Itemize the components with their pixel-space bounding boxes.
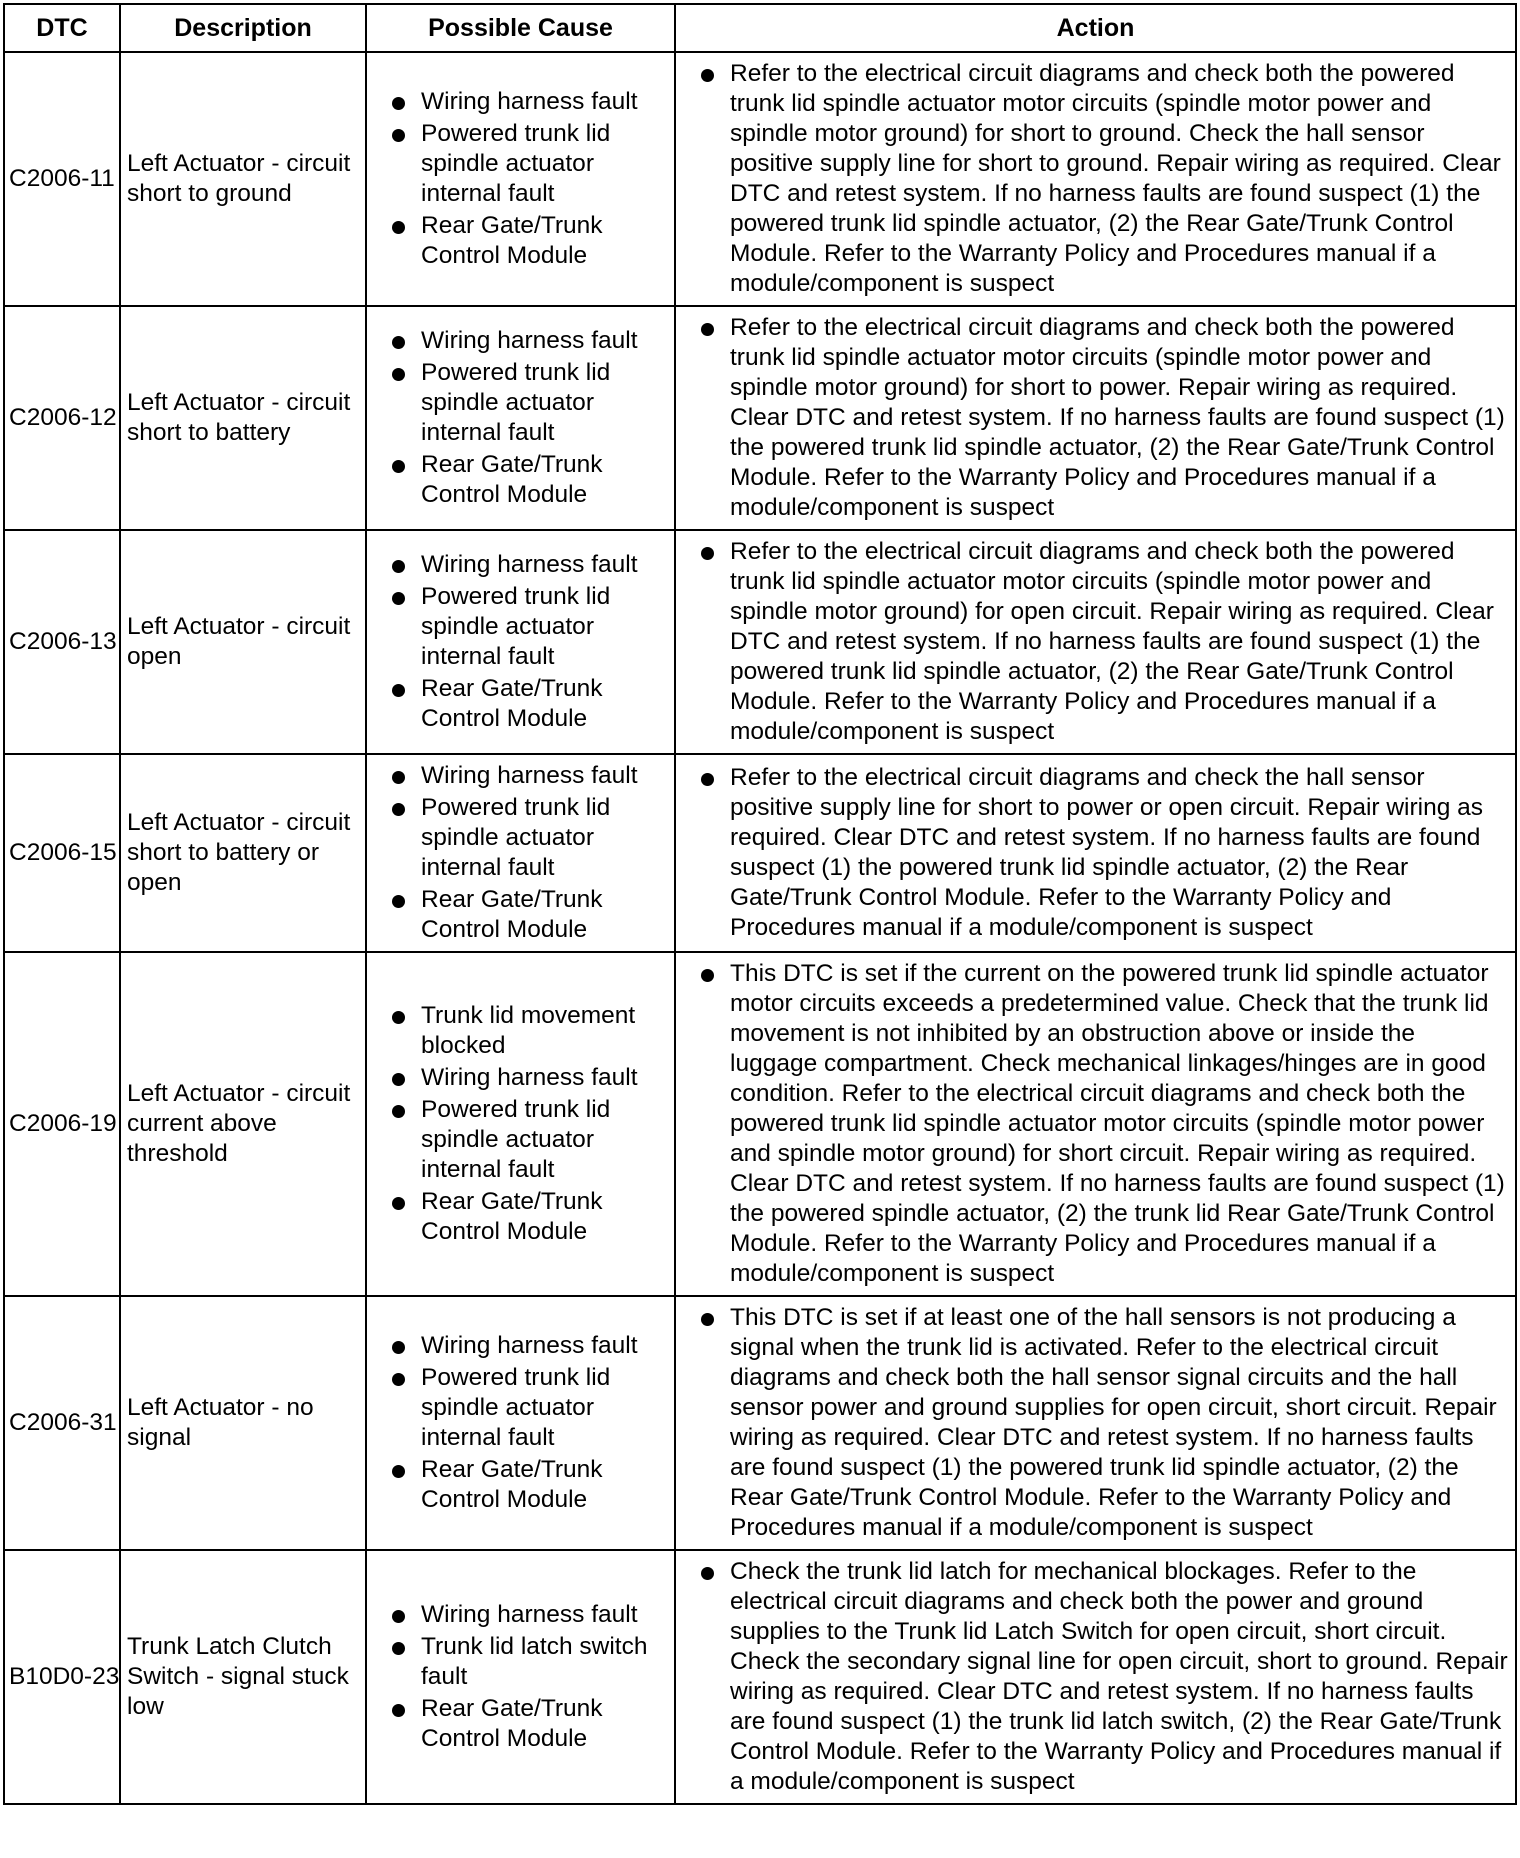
possible-cause-text: Rear Gate/Trunk Control Module bbox=[421, 675, 603, 732]
possible-cause-text: Rear Gate/Trunk Control Module bbox=[421, 212, 603, 269]
possible-cause-text: Wiring harness fault bbox=[421, 327, 638, 354]
bullet-icon bbox=[392, 560, 405, 573]
possible-cause-text: Trunk lid movement blocked bbox=[421, 1002, 636, 1059]
action-cell bbox=[675, 530, 1516, 754]
bullet-icon bbox=[392, 336, 405, 349]
table-row bbox=[4, 1550, 1516, 1804]
possible-cause-item bbox=[389, 358, 668, 448]
possible-cause-text: Powered trunk lid spindle actuator internal fault bbox=[421, 1096, 611, 1183]
bullet-icon bbox=[392, 895, 405, 908]
dtc-code: C2006-31 bbox=[4, 1296, 120, 1550]
bullet-icon bbox=[392, 221, 405, 234]
table-row bbox=[4, 306, 1516, 530]
bullet-icon bbox=[701, 773, 714, 786]
header-row bbox=[4, 4, 1516, 52]
action-text: Refer to the electrical circuit diagrams and check both the powered trunk lid spindle actuator motor circuits (spindle motor power and spindle motor ground) for open circuit. Repair wiring as required. Clear DTC and retest system. If no harness faults are found suspect (1) the powered trunk lid spindle actuator, (2) the Rear Gate/Trunk Control Module. Refer to the Warranty Policy and Procedures manual if a module/component is suspect bbox=[730, 538, 1494, 745]
possible-cause-item bbox=[389, 582, 668, 672]
possible-cause-cell bbox=[366, 1296, 675, 1550]
possible-cause-list bbox=[389, 1001, 668, 1247]
dtc-code: C2006-19 bbox=[4, 952, 120, 1296]
bullet-icon bbox=[392, 592, 405, 605]
possible-cause-text: Rear Gate/Trunk Control Module bbox=[421, 1456, 603, 1513]
dtc-code: C2006-15 bbox=[4, 754, 120, 952]
bullet-icon bbox=[701, 323, 714, 336]
possible-cause-item bbox=[389, 1632, 668, 1692]
action-text: Refer to the electrical circuit diagrams and check both the powered trunk lid spindle actuator motor circuits (spindle motor power and spindle motor ground) for short to ground. Check the hall sensor positive supply line for short to ground. Repair wiring as required. Clear DTC and retest system. If no harness faults are found suspect (1) the powered trunk lid spindle actuator, (2) the Rear Gate/Trunk Control Module. Refer to the Warranty Policy and Procedures manual if a module/component is suspect bbox=[730, 60, 1501, 297]
bullet-icon bbox=[392, 368, 405, 381]
possible-cause-text: Trunk lid latch switch fault bbox=[421, 1633, 648, 1690]
possible-cause-item bbox=[389, 550, 668, 580]
action-item bbox=[698, 959, 1509, 1289]
possible-cause-cell bbox=[366, 52, 675, 306]
possible-cause-item bbox=[389, 1694, 668, 1754]
possible-cause-cell bbox=[366, 1550, 675, 1804]
possible-cause-text: Wiring harness fault bbox=[421, 1064, 638, 1091]
table-row bbox=[4, 952, 1516, 1296]
header-possible-cause: Possible Cause bbox=[366, 4, 675, 52]
bullet-icon bbox=[392, 803, 405, 816]
possible-cause-text: Wiring harness fault bbox=[421, 1332, 638, 1359]
possible-cause-text: Wiring harness fault bbox=[421, 762, 638, 789]
bullet-icon bbox=[392, 460, 405, 473]
header-action: Action bbox=[675, 4, 1516, 52]
possible-cause-item bbox=[389, 1331, 668, 1361]
possible-cause-item bbox=[389, 1095, 668, 1185]
bullet-icon bbox=[392, 1465, 405, 1478]
table-row bbox=[4, 530, 1516, 754]
possible-cause-list bbox=[389, 1600, 668, 1754]
bullet-icon bbox=[701, 969, 714, 982]
possible-cause-cell bbox=[366, 754, 675, 952]
possible-cause-list bbox=[389, 87, 668, 271]
possible-cause-item bbox=[389, 1455, 668, 1515]
possible-cause-text: Powered trunk lid spindle actuator internal fault bbox=[421, 120, 611, 207]
possible-cause-text: Rear Gate/Trunk Control Module bbox=[421, 886, 603, 943]
table-row bbox=[4, 754, 1516, 952]
possible-cause-item bbox=[389, 885, 668, 945]
dtc-table bbox=[3, 3, 1517, 1805]
action-item bbox=[698, 1303, 1509, 1543]
action-text: This DTC is set if at least one of the hall sensors is not producing a signal when the trunk lid is activated. Refer to the electrical circuit diagrams and check both the hall sensor signal circuits and the hall sensor power and ground supplies for open circuit, short circuit. Repair wiring as required. Clear DTC and retest system. If no harness faults are found suspect (1) the powered trunk lid spindle actuator, (2) the Rear Gate/Trunk Control Module. Refer to the Warranty Policy and Procedures manual if a module/component is suspect bbox=[730, 1304, 1497, 1541]
possible-cause-text: Rear Gate/Trunk Control Module bbox=[421, 1188, 603, 1245]
dtc-code: C2006-11 bbox=[4, 52, 120, 306]
table-body bbox=[4, 52, 1516, 1804]
possible-cause-list bbox=[389, 1331, 668, 1515]
action-cell bbox=[675, 952, 1516, 1296]
action-cell bbox=[675, 1296, 1516, 1550]
bullet-icon bbox=[392, 771, 405, 784]
possible-cause-text: Wiring harness fault bbox=[421, 1601, 638, 1628]
possible-cause-text: Powered trunk lid spindle actuator internal fault bbox=[421, 359, 611, 446]
possible-cause-item bbox=[389, 1001, 668, 1061]
possible-cause-list bbox=[389, 761, 668, 945]
possible-cause-item bbox=[389, 761, 668, 791]
bullet-icon bbox=[701, 547, 714, 560]
bullet-icon bbox=[392, 1011, 405, 1024]
action-list bbox=[698, 313, 1509, 523]
possible-cause-text: Wiring harness fault bbox=[421, 551, 638, 578]
possible-cause-item bbox=[389, 674, 668, 734]
table-row bbox=[4, 52, 1516, 306]
dtc-code: C2006-13 bbox=[4, 530, 120, 754]
action-cell bbox=[675, 1550, 1516, 1804]
action-list bbox=[698, 1557, 1509, 1797]
bullet-icon bbox=[392, 1341, 405, 1354]
action-list bbox=[698, 537, 1509, 747]
dtc-description: Left Actuator - circuit short to battery bbox=[120, 306, 366, 530]
possible-cause-text: Powered trunk lid spindle actuator internal fault bbox=[421, 1364, 611, 1451]
dtc-description: Trunk Latch Clutch Switch - signal stuck low bbox=[120, 1550, 366, 1804]
dtc-description: Left Actuator - no signal bbox=[120, 1296, 366, 1550]
bullet-icon bbox=[392, 1197, 405, 1210]
possible-cause-cell bbox=[366, 530, 675, 754]
header-dtc: DTC bbox=[4, 4, 120, 52]
bullet-icon bbox=[701, 69, 714, 82]
bullet-icon bbox=[392, 1105, 405, 1118]
possible-cause-text: Wiring harness fault bbox=[421, 88, 638, 115]
action-cell bbox=[675, 306, 1516, 530]
possible-cause-item bbox=[389, 450, 668, 510]
action-cell bbox=[675, 52, 1516, 306]
possible-cause-item bbox=[389, 1063, 668, 1093]
possible-cause-item bbox=[389, 211, 668, 271]
bullet-icon bbox=[701, 1567, 714, 1580]
action-item bbox=[698, 537, 1509, 747]
action-list bbox=[698, 1303, 1509, 1543]
possible-cause-cell bbox=[366, 952, 675, 1296]
dtc-description: Left Actuator - circuit current above threshold bbox=[120, 952, 366, 1296]
possible-cause-text: Rear Gate/Trunk Control Module bbox=[421, 1695, 603, 1752]
action-list bbox=[698, 763, 1509, 943]
dtc-description: Left Actuator - circuit short to ground bbox=[120, 52, 366, 306]
possible-cause-list bbox=[389, 326, 668, 510]
dtc-code: C2006-12 bbox=[4, 306, 120, 530]
bullet-icon bbox=[392, 1610, 405, 1623]
possible-cause-text: Powered trunk lid spindle actuator internal fault bbox=[421, 583, 611, 670]
bullet-icon bbox=[701, 1313, 714, 1326]
dtc-description: Left Actuator - circuit open bbox=[120, 530, 366, 754]
action-item bbox=[698, 763, 1509, 943]
possible-cause-item bbox=[389, 1600, 668, 1630]
action-list bbox=[698, 59, 1509, 299]
possible-cause-text: Powered trunk lid spindle actuator internal fault bbox=[421, 794, 611, 881]
possible-cause-item bbox=[389, 1187, 668, 1247]
possible-cause-item bbox=[389, 326, 668, 356]
action-item bbox=[698, 59, 1509, 299]
action-item bbox=[698, 313, 1509, 523]
dtc-code: B10D0-23 bbox=[4, 1550, 120, 1804]
possible-cause-text: Rear Gate/Trunk Control Module bbox=[421, 451, 603, 508]
bullet-icon bbox=[392, 1373, 405, 1386]
bullet-icon bbox=[392, 1642, 405, 1655]
bullet-icon bbox=[392, 1073, 405, 1086]
action-cell bbox=[675, 754, 1516, 952]
bullet-icon bbox=[392, 129, 405, 142]
possible-cause-item bbox=[389, 1363, 668, 1453]
possible-cause-item bbox=[389, 119, 668, 209]
header-description: Description bbox=[120, 4, 366, 52]
possible-cause-cell bbox=[366, 306, 675, 530]
action-list bbox=[698, 959, 1509, 1289]
possible-cause-list bbox=[389, 550, 668, 734]
action-text: Refer to the electrical circuit diagrams and check both the powered trunk lid spindle actuator motor circuits (spindle motor power and spindle motor ground) for short to power. Repair wiring as required. Clear DTC and retest system. If no harness faults are found suspect (1) the powered trunk lid spindle actuator, (2) the Rear Gate/Trunk Control Module. Refer to the Warranty Policy and Procedures manual if a module/component is suspect bbox=[730, 314, 1505, 521]
action-text: Refer to the electrical circuit diagrams and check the hall sensor positive supply line for short to power or open circuit. Repair wiring as required. Clear DTC and retest system. If no harness faults are found suspect (1) the powered trunk lid spindle actuator, (2) the Rear Gate/Trunk Control Module. Refer to the Warranty Policy and Procedures manual if a module/component is suspect bbox=[730, 764, 1484, 941]
possible-cause-item bbox=[389, 87, 668, 117]
dtc-description: Left Actuator - circuit short to battery or open bbox=[120, 754, 366, 952]
table-row bbox=[4, 1296, 1516, 1550]
possible-cause-item bbox=[389, 793, 668, 883]
action-text: This DTC is set if the current on the powered trunk lid spindle actuator motor circuits exceeds a predetermined value. Check that the trunk lid movement is not inhibited by an obstruction above or inside the luggage compartment. Check mechanical linkages/hinges are in good condition. Refer to the electrical circuit diagrams and check both the powered trunk lid spindle actuator motor circuits (spindle motor power and spindle motor ground) for short circuit. Repair wiring as required. Clear DTC and retest system. If no harness faults are found suspect (1) the powered spindle actuator, (2) the trunk lid Rear Gate/Trunk Control Module. Refer to the Warranty Policy and Procedures manual if a module/component is suspect bbox=[730, 960, 1505, 1287]
action-text: Check the trunk lid latch for mechanical blockages. Refer to the electrical circuit diagrams and check both the power and ground supplies to the Trunk lid Latch Switch for open circuit, short circuit. Check the secondary signal line for open circuit, short to ground. Repair wiring as required. Clear DTC and retest system. If no harness faults are found suspect (1) the trunk lid latch switch, (2) the Rear Gate/Trunk Control Module. Refer to the Warranty Policy and Procedures manual if a module/component is suspect bbox=[730, 1558, 1508, 1795]
bullet-icon bbox=[392, 97, 405, 110]
bullet-icon bbox=[392, 684, 405, 697]
bullet-icon bbox=[392, 1704, 405, 1717]
action-item bbox=[698, 1557, 1509, 1797]
